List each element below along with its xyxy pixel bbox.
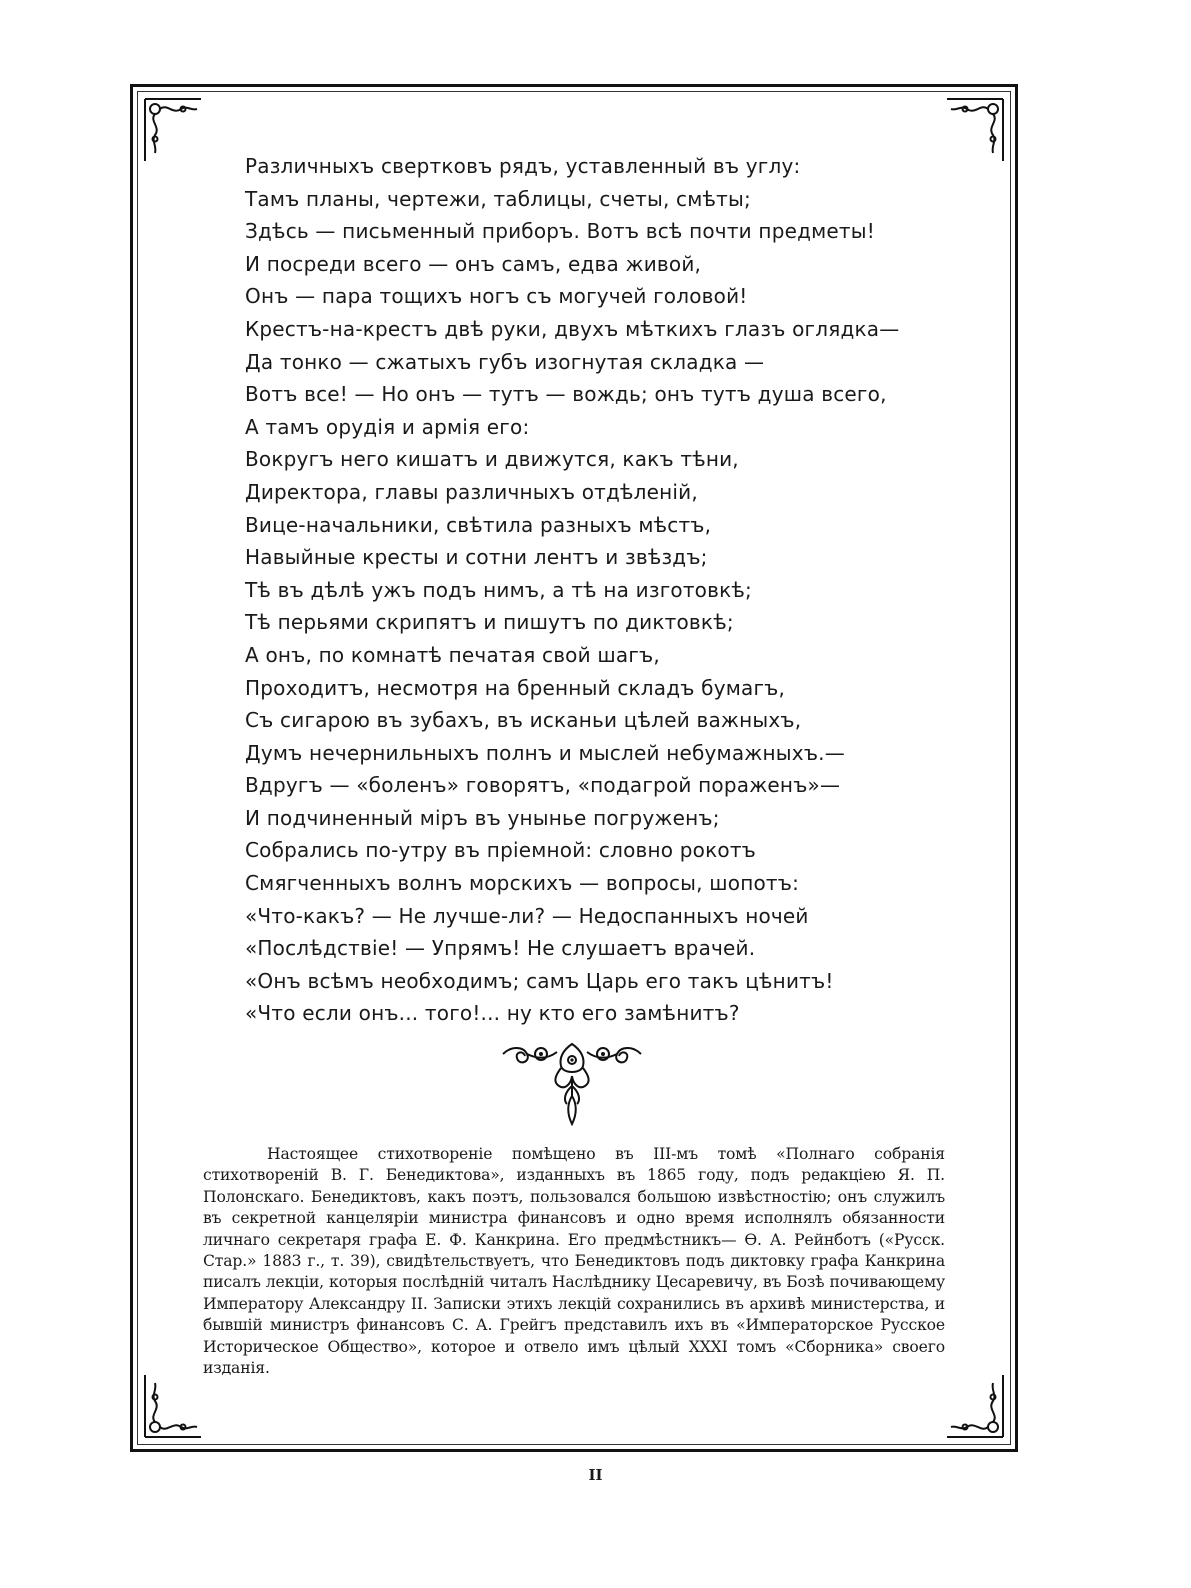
poem-line: Здѣсь — письменный приборъ. Вотъ всѣ почти предметы! <box>245 219 875 244</box>
poem-line: Вдругъ — «боленъ» говорятъ, «подагрой пораженъ»— <box>245 773 841 798</box>
poem-line: Различныхъ свертковъ рядъ, уставленный въ углу: <box>245 154 801 178</box>
poem-line: И посреди всего — онъ самъ, едва живой, <box>245 251 702 276</box>
corner-flourish-bottom-left-icon <box>141 1371 205 1441</box>
poem-line: Тѣ перьями скрипятъ и пишутъ по диктовкѣ; <box>245 610 734 635</box>
poem-line: Думъ нечернильныхъ полнъ и мыслей небумажныхъ.— <box>245 740 845 765</box>
corner-flourish-top-right-icon <box>943 95 1007 165</box>
poem-line: А тамъ орудія и армія его: <box>245 414 530 439</box>
poem-line: «Что если онъ... того!... ну кто его замѣнитъ? <box>245 1001 740 1026</box>
poem-line: Собрались по-утру въ пріемной: словно рокотъ <box>245 838 757 863</box>
poem-line: Вокругъ него кишатъ и движутся, какъ тѣни, <box>245 447 739 472</box>
corner-flourish-top-left-icon <box>141 95 205 165</box>
corner-flourish-bottom-right-icon <box>943 1371 1007 1441</box>
poem-line: Смягченныхъ волнъ морскихъ — вопросы, шопотъ: <box>245 871 800 896</box>
poem-line: Директора, главы различныхъ отдѣленій, <box>245 479 698 504</box>
poem-line: «Что-какъ? — Не лучше-ли? — Недоспанныхъ ночей <box>245 903 809 928</box>
editorial-note: Настоящее стихотвореніе помѣщено въ III-мъ томѣ «Полнаго собранія стихотвореній В. Г. Бенедиктова», изданныхъ въ 1865 году, подъ редакціею Я. П. Полонскаго. Бенедиктовъ, какъ поэтъ, пользовался большою извѣстностію; онъ служилъ въ секретной канцеляріи министра финансовъ и одно время исполнялъ обязанности личнаго секретаря графа Е. Ф. Канкрина. Его предмѣстникъ— Ѳ. А. Рейнботъ («Русск. Стар.» 1883 г., т. 39), свидѣтельствуетъ, что Бенедиктовъ подъ диктовку графа Канкрина писалъ лекціи, которыя послѣдній читалъ Наслѣднику Цесаревичу, въ Бозѣ почивающему Императору Александру II. Записки этихъ лекцій сохранились въ архивѣ министерства, и бывшій министръ финансовъ С. А. Грейгъ представилъ ихъ въ «Императорское Русское Историческое Общество», которое и отвело имъ цѣлый XXXI томъ «Сборника» своего изданія. <box>203 1145 945 1378</box>
page-number: II <box>588 1466 603 1484</box>
poem-line: А онъ, по комнатѣ печатая свой шагъ, <box>245 642 660 667</box>
floral-ornament-icon <box>497 1042 647 1128</box>
poem-line: Тамъ планы, чертежи, таблицы, счеты, смѣты; <box>245 186 751 211</box>
poem-line: Навыйные кресты и сотни лентъ и звѣздъ; <box>245 545 708 570</box>
poem-line: Тѣ въ дѣлѣ ужъ подъ нимъ, а тѣ на изготовкѣ; <box>245 577 752 602</box>
poem-stanza <box>245 150 925 1030</box>
poem-line: «Онъ всѣмъ необходимъ; самъ Царь его такъ цѣнитъ! <box>245 968 834 993</box>
poem-line: И подчиненный міръ въ уныньe погруженъ; <box>245 805 720 830</box>
poem-line: «Послѣдствіе! — Упрямъ! Не слушаетъ врачей. <box>245 936 756 961</box>
poem-line: Съ сигарою въ зубахъ, въ исканьи цѣлей важныхъ, <box>245 708 802 733</box>
poem-line: Да тонко — сжатыхъ губъ изогнутая складка — <box>245 349 765 374</box>
poem-line: Онъ — пара тощихъ ногъ съ могучей головой! <box>245 284 748 309</box>
poem-line: Крестъ-на-крестъ двѣ руки, двухъ мѣткихъ глазъ оглядка— <box>245 316 900 341</box>
poem-line: Вице-начальники, свѣтила разныхъ мѣстъ, <box>245 512 712 537</box>
poem-line: Вотъ все! — Но онъ — тутъ — вождь; онъ тутъ душа всего, <box>245 382 887 407</box>
poem-line: Проходитъ, несмотря на бренный складъ бумагъ, <box>245 675 786 700</box>
